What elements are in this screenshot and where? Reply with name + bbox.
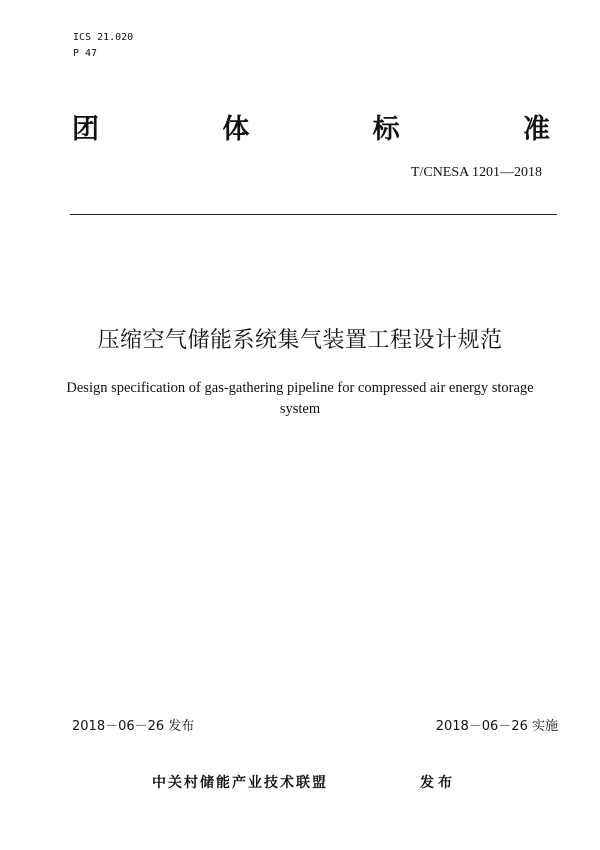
publish-label: 发布 xyxy=(420,775,456,791)
ccs-code: P 47 xyxy=(73,48,98,59)
publisher-name: 中关村储能产业技术联盟 xyxy=(152,775,328,791)
title-english-line: Design specification of gas-gathering pipeline for compressed air energy storage xyxy=(66,380,534,396)
ics-code: ICS 21.020 xyxy=(73,32,134,43)
issue-date: 2018－06－26 发布 xyxy=(72,719,195,734)
title-english xyxy=(60,378,540,420)
standard-type-char: 体 xyxy=(222,114,250,145)
header-divider xyxy=(70,214,557,215)
standard-type-heading xyxy=(72,112,550,148)
classification-codes xyxy=(73,30,133,62)
standard-number: T/CNESA 1201—2018 xyxy=(410,165,542,180)
standard-type-char: 标 xyxy=(372,114,400,145)
standard-type-char: 准 xyxy=(522,114,550,145)
standard-type-char: 团 xyxy=(72,114,99,145)
title-chinese: 压缩空气储能系统集气装置工程设计规范 xyxy=(97,328,503,353)
implementation-date: 2018－06－26 实施 xyxy=(435,719,558,734)
title-english-line: system xyxy=(279,401,321,417)
